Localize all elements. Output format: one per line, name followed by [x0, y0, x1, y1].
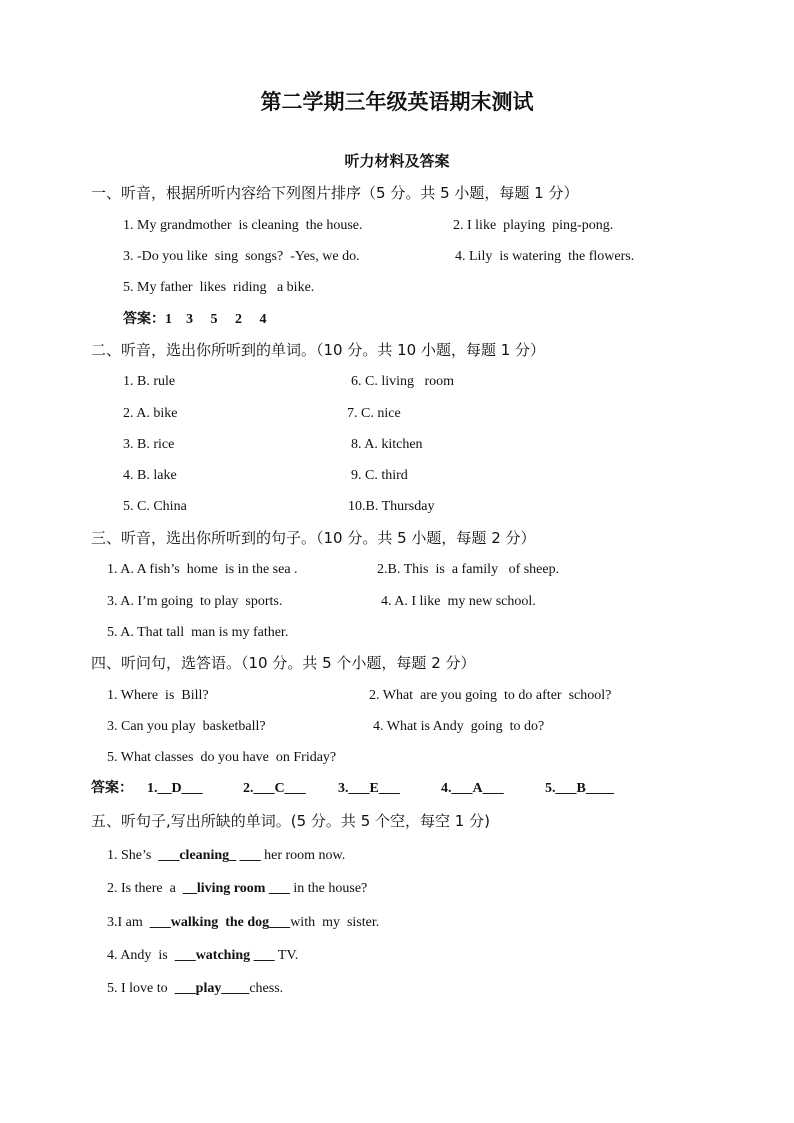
s4-answer-1: 1.__D___	[147, 781, 203, 796]
s5-item-2-pre: 2. Is there a	[107, 881, 183, 896]
s5-item-1-post: her room now.	[260, 848, 346, 863]
section-5-heading: 五、听句子,写出所缺的单词。(5 分。共 5 个空，每空 1 分)	[91, 812, 490, 830]
s2-right-2: 7. C. nice	[347, 406, 401, 421]
s1-item-3: 3. -Do you like sing songs? -Yes, we do.	[123, 249, 360, 264]
s4-answer-2: 2.___C___	[243, 781, 306, 796]
s2-right-1: 6. C. living room	[351, 374, 455, 389]
s3-item-2: 2.B. This is a family of sheep.	[377, 562, 560, 577]
s5-item-2	[107, 880, 367, 898]
section-1-heading: 一、听音，根据所听内容给下列图片排序（5 分。共 5 小题，每题 1 分）	[91, 184, 579, 202]
s5-item-2-answer: __living room ___	[182, 881, 290, 896]
s2-left-2: 2. A. bike	[123, 406, 178, 421]
s2-right-5: 10.B. Thursday	[348, 499, 435, 514]
page-title: 第二学期三年级英语期末测试	[260, 90, 534, 114]
s3-item-4: 4. A. I like my new school.	[381, 594, 536, 609]
s3-item-3: 3. A. I’m going to play sports.	[107, 594, 283, 609]
s5-item-4	[107, 947, 298, 965]
s5-item-5	[107, 980, 283, 998]
s5-item-1	[107, 847, 345, 865]
s5-item-3-post: with my sister.	[290, 915, 380, 930]
s5-item-5-post: chess.	[249, 981, 284, 996]
s1-item-2: 2. I like playing ping-pong.	[453, 218, 614, 233]
s1-item-1: 1. My grandmother is cleaning the house.	[123, 218, 363, 233]
s5-item-4-post: TV.	[274, 948, 299, 963]
s1-answer: 答案：1 3 5 2 4	[123, 312, 267, 327]
section-2-heading: 二、听音，选出你所听到的单词。（10 分。共 10 小题，每题 1 分）	[91, 341, 546, 359]
s2-left-3: 3. B. rice	[123, 437, 175, 452]
s2-right-3: 8. A. kitchen	[351, 437, 423, 452]
s4-item-2: 2. What are you going to do after school?	[369, 688, 612, 703]
s4-answer-5: 5.___B____	[545, 781, 614, 796]
s5-item-2-post: in the house?	[289, 881, 368, 896]
s4-item-1: 1. Where is Bill?	[107, 688, 209, 703]
s2-left-5: 5. C. China	[123, 499, 187, 514]
s5-item-1-answer: ___cleaning_ ___	[158, 848, 261, 863]
s4-answer-3: 3.___E___	[338, 781, 400, 796]
s2-left-1: 1. B. rule	[123, 374, 176, 389]
s1-item-5: 5. My father likes riding a bike.	[123, 280, 315, 295]
s5-item-5-answer: ___play____	[174, 981, 250, 996]
section-3-heading: 三、听音，选出你所听到的句子。（10 分。共 5 小题，每题 2 分）	[91, 529, 536, 547]
s1-item-4: 4. Lily is watering the flowers.	[455, 249, 635, 264]
s4-answer-4: 4.___A___	[441, 781, 504, 796]
s2-right-4: 9. C. third	[351, 468, 408, 483]
page-subtitle: 听力材料及答案	[344, 152, 450, 170]
s3-item-1: 1. A. A fish’s home is in the sea .	[107, 562, 298, 577]
s4-item-5: 5. What classes do you have on Friday?	[107, 750, 337, 765]
s4-item-3: 3. Can you play basketball?	[107, 719, 266, 734]
s4-item-4: 4. What is Andy going to do?	[373, 719, 545, 734]
section-4-heading: 四、听问句，选答语。（10 分。共 5 个小题，每题 2 分）	[91, 654, 476, 672]
s5-item-3-pre: 3.I am	[107, 915, 150, 930]
s5-item-3	[107, 914, 379, 932]
s5-item-1-pre: 1. She’s	[107, 848, 159, 863]
s5-item-4-answer: ___watching ___	[174, 948, 275, 963]
s4-answer-label: 答案：	[91, 781, 133, 796]
s2-left-4: 4. B. lake	[123, 468, 177, 483]
s5-item-5-pre: 5. I love to	[107, 981, 175, 996]
s5-item-3-answer: ___walking the dog___	[149, 915, 291, 930]
s3-item-5: 5. A. That tall man is my father.	[107, 625, 289, 640]
s5-item-4-pre: 4. Andy is	[107, 948, 175, 963]
